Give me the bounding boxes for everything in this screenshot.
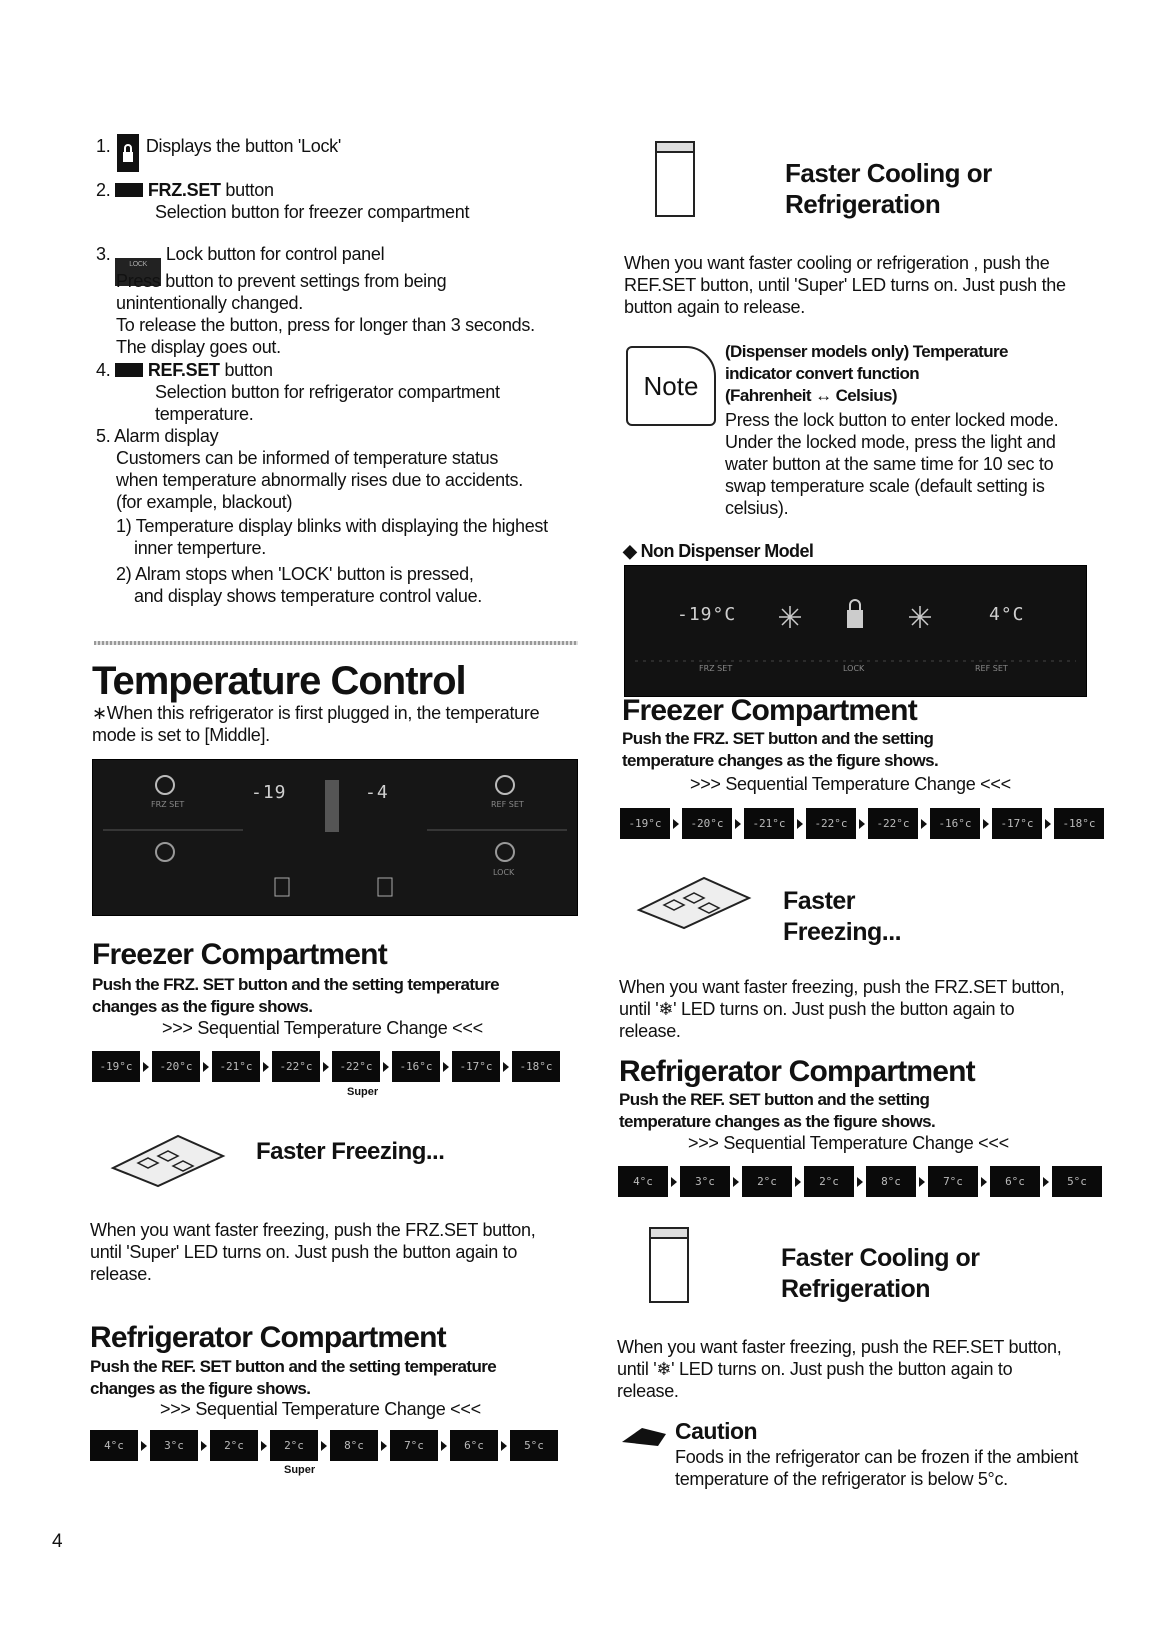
seq-cell: -18°c <box>1054 808 1104 839</box>
dispenser-control-panel <box>92 759 578 916</box>
ref-set-tag: REF SET <box>491 800 524 809</box>
item-3-text: Lock button for control panel <box>165 244 385 264</box>
panel-freezer-display: -19 <box>251 782 287 803</box>
caution-line-1: Foods in the refrigerator can be frozen if the ambient <box>675 1447 1079 1467</box>
non-dispenser-panel-graphic <box>625 566 1086 696</box>
freezer-compartment-title-2: Freezer Compartment <box>622 694 917 727</box>
freezer-compartment-title: Freezer Compartment <box>92 938 387 971</box>
seq-cell: -16°c <box>392 1051 440 1082</box>
seq-arrow-icon <box>143 1062 149 1072</box>
item-4-text: button <box>219 360 273 380</box>
fridge-push-line-1: Push the REF. SET button and the setting temperature <box>90 1357 497 1376</box>
frz-set-tag: FRZ SET <box>699 664 733 673</box>
freezer-push-line-2: changes as the figure shows. <box>92 997 313 1016</box>
item-3-line-3: To release the button, press for longer than 3 seconds. <box>116 315 535 335</box>
seq-arrow-icon <box>503 1062 509 1072</box>
ice-tray-icon <box>634 870 754 932</box>
seq-arrow-icon <box>797 819 803 829</box>
item-5-line-1: Customers can be informed of temperature status <box>116 448 499 468</box>
fridge2-push-line-1: Push the REF. SET button and the setting <box>619 1090 930 1109</box>
seq-arrow-icon <box>859 819 865 829</box>
temp-note-line-1: ∗When this refrigerator is first plugged in, the temperature <box>92 703 540 723</box>
seq-cell: 5°c <box>1052 1166 1102 1197</box>
seq-arrow-icon <box>201 1441 207 1451</box>
item-2-number: 2. <box>96 180 111 200</box>
item-2 <box>96 179 274 201</box>
seq-cell: -17°c <box>452 1051 500 1082</box>
item-5-number: 5. <box>96 426 111 446</box>
freezer2-seq-label: >>> Sequential Temperature Change <<< <box>690 774 1011 794</box>
item-3-number: 3. <box>96 244 111 264</box>
faster-freezing-title-2b: Freezing... <box>783 918 902 946</box>
freezer2-sequence-strip <box>620 808 1104 839</box>
seq-arrow-icon <box>263 1062 269 1072</box>
item-3-line-1: Press button to prevent settings from being <box>116 271 447 291</box>
item-1-number: 1. <box>96 136 111 156</box>
seq-cell: 5°c <box>510 1430 558 1461</box>
refrigerator-compartment-title: Refrigerator Compartment <box>90 1321 446 1354</box>
freezer-super-label: Super <box>347 1086 379 1098</box>
seq-cell: -20°c <box>682 808 732 839</box>
seq-arrow-icon <box>381 1441 387 1451</box>
item-3-line-2: unintentionally changed. <box>116 293 303 313</box>
section-divider <box>94 641 578 645</box>
seq-arrow-icon <box>673 819 679 829</box>
temp-note-line-2: mode is set to [Middle]. <box>92 725 270 745</box>
lock-button-icon: LOCK <box>115 258 161 286</box>
freezer-desc-line-1: When you want faster freezing, push the FRZ.SET button, <box>90 1220 536 1240</box>
cooling2-desc-line-3: release. <box>617 1381 679 1401</box>
seq-cell: -22°c <box>272 1051 320 1082</box>
temperature-control-title: Temperature Control <box>92 659 466 703</box>
seq-arrow-icon <box>981 1177 987 1187</box>
fridge2-sequence-strip <box>618 1166 1102 1197</box>
freezer-desc-line-2: until 'Super' LED turns on. Just push the button again to <box>90 1242 518 1262</box>
lock-tag: LOCK <box>493 868 515 877</box>
fridge2-seq-label: >>> Sequential Temperature Change <<< <box>688 1133 1009 1153</box>
item-4 <box>96 359 273 381</box>
cooling-desc-line-3: button again to release. <box>624 297 805 317</box>
seq-cell: 2°c <box>270 1430 318 1461</box>
seq-arrow-icon <box>919 1177 925 1187</box>
faster-freezing-title-2a: Faster <box>783 887 856 915</box>
note-body-line-1: Press the lock button to enter locked mode. <box>725 410 1059 430</box>
seq-cell: 2°c <box>804 1166 854 1197</box>
seq-cell: -17°c <box>992 808 1042 839</box>
seq-arrow-icon <box>1045 819 1051 829</box>
lock-tag: LOCK <box>843 664 865 673</box>
note-body-line-2: Under the locked mode, press the light and <box>725 432 1056 452</box>
seq-cell: 3°c <box>680 1166 730 1197</box>
seq-arrow-icon <box>441 1441 447 1451</box>
non-dispenser-control-panel <box>624 565 1087 697</box>
cooling2-desc-line-1: When you want faster freezing, push the REF.SET button, <box>617 1337 1062 1357</box>
item-5-sub2-line-2: and display shows temperature control value. <box>134 586 482 606</box>
refrigerator-compartment-title-2: Refrigerator Compartment <box>619 1055 975 1088</box>
seq-arrow-icon <box>443 1062 449 1072</box>
seq-cell: 7°c <box>928 1166 978 1197</box>
caution-line-2: temperature of the refrigerator is below 5°c. <box>675 1469 1008 1489</box>
cooling2-desc-line-2: until '❄' LED turns on. Just push the button again to <box>617 1359 1013 1379</box>
ref-set-tag: REF SET <box>975 664 1008 673</box>
page-number: 4 <box>52 1531 63 1552</box>
seq-cell: 7°c <box>390 1430 438 1461</box>
fridge-push-line-2: changes as the figure shows. <box>90 1379 311 1398</box>
seq-arrow-icon <box>921 819 927 829</box>
seq-cell: -21°c <box>212 1051 260 1082</box>
caution-hand-icon <box>618 1420 670 1450</box>
faster-cooling-title-2: Refrigeration <box>785 189 941 219</box>
caution-title: Caution <box>675 1418 758 1444</box>
seq-cell: 6°c <box>990 1166 1040 1197</box>
seq-arrow-icon <box>857 1177 863 1187</box>
item-1 <box>96 134 341 172</box>
item-5-sub2-line-1: 2) Alram stops when 'LOCK' button is pressed, <box>116 564 474 584</box>
fridge-bottle-icon <box>646 1224 692 1306</box>
note-body-line-5: celsius). <box>725 498 789 518</box>
freezer-push-line-1: Push the FRZ. SET button and the setting temperature <box>92 975 500 994</box>
seq-cell: -22°c <box>332 1051 380 1082</box>
cooling-desc-line-1: When you want faster cooling or refrigeration , push the <box>624 253 1050 273</box>
item-5-sub1-line-1: 1) Temperature display blinks with displaying the highest <box>116 516 548 536</box>
freezer2-desc-line-1: When you want faster freezing, push the FRZ.SET button, <box>619 977 1065 997</box>
item-1-text: Displays the button 'Lock' <box>145 136 342 156</box>
seq-cell: 2°c <box>210 1430 258 1461</box>
seq-arrow-icon <box>795 1177 801 1187</box>
item-4-line-1: Selection button for refrigerator compartment <box>155 382 500 402</box>
non-dispenser-heading: ◆ Non Dispenser Model <box>623 541 814 561</box>
freezer-desc-line-3: release. <box>90 1264 152 1284</box>
button-marker-icon <box>115 183 143 197</box>
seq-arrow-icon <box>501 1441 507 1451</box>
seq-cell: 2°c <box>742 1166 792 1197</box>
seq-cell: 4°c <box>618 1166 668 1197</box>
note-head-line-1: (Dispenser models only) Temperature <box>725 342 1008 361</box>
panel-fridge-display: -4 <box>365 782 389 803</box>
seq-cell: 4°c <box>90 1430 138 1461</box>
item-2-text: button <box>220 180 274 200</box>
dispenser-panel-graphic <box>93 760 577 915</box>
seq-cell: -19°c <box>620 808 670 839</box>
button-marker-icon <box>115 363 143 377</box>
seq-arrow-icon <box>983 819 989 829</box>
cooling-desc-line-2: REF.SET button, until 'Super' LED turns on. Just push the <box>624 275 1066 295</box>
seq-cell: -16°c <box>930 808 980 839</box>
seq-cell: -18°c <box>512 1051 560 1082</box>
panel2-fridge-display: 4°C <box>989 604 1025 625</box>
note-body-line-4: swap temperature scale (default setting is <box>725 476 1045 496</box>
item-5-line-2: when temperature abnormally rises due to accidents. <box>116 470 523 490</box>
item-5-text: Alarm display <box>114 426 219 446</box>
seq-arrow-icon <box>261 1441 267 1451</box>
seq-cell: 8°c <box>330 1430 378 1461</box>
ice-tray-icon <box>108 1128 228 1188</box>
seq-cell: -20°c <box>152 1051 200 1082</box>
panel2-freezer-display: -19°C <box>677 604 737 625</box>
item-4-line-2: temperature. <box>155 404 254 424</box>
faster-cooling2-title-1: Faster Cooling or <box>781 1244 980 1272</box>
fridge-bottle-icon <box>652 138 698 220</box>
fridge-super-label: Super <box>284 1464 316 1476</box>
frz-set-label: FRZ.SET <box>147 180 221 200</box>
item-4-number: 4. <box>96 360 111 380</box>
freezer2-desc-line-3: release. <box>619 1021 681 1041</box>
fridge-seq-label: >>> Sequential Temperature Change <<< <box>160 1399 481 1419</box>
seq-cell: -21°c <box>744 808 794 839</box>
seq-arrow-icon <box>1043 1177 1049 1187</box>
item-5-line-3: (for example, blackout) <box>116 492 293 512</box>
freezer2-push-line-2: temperature changes as the figure shows. <box>622 751 939 770</box>
seq-arrow-icon <box>733 1177 739 1187</box>
seq-arrow-icon <box>323 1062 329 1072</box>
faster-freezing-title: Faster Freezing... <box>256 1138 445 1165</box>
seq-cell: 6°c <box>450 1430 498 1461</box>
fridge2-push-line-2: temperature changes as the figure shows. <box>619 1112 936 1131</box>
seq-arrow-icon <box>671 1177 677 1187</box>
seq-arrow-icon <box>735 819 741 829</box>
seq-arrow-icon <box>383 1062 389 1072</box>
note-body-line-3: water button at the same time for 10 sec to <box>725 454 1054 474</box>
freezer2-desc-line-2: until '❄' LED turns on. Just push the button again to <box>619 999 1015 1019</box>
note-head-line-2: indicator convert function <box>725 364 920 383</box>
seq-cell: -22°c <box>806 808 856 839</box>
freezer2-push-line-1: Push the FRZ. SET button and the setting <box>622 729 934 748</box>
lock-icon <box>117 134 139 172</box>
item-2-sub: Selection button for freezer compartment <box>155 202 470 222</box>
seq-cell: -22°c <box>868 808 918 839</box>
seq-arrow-icon <box>203 1062 209 1072</box>
faster-cooling-title-1: Faster Cooling or <box>785 158 992 188</box>
ref-set-label: REF.SET <box>147 360 220 380</box>
seq-cell: -19°c <box>92 1051 140 1082</box>
seq-cell: 8°c <box>866 1166 916 1197</box>
fridge-sequence-strip <box>90 1430 558 1461</box>
item-5 <box>96 425 218 447</box>
seq-cell: 3°c <box>150 1430 198 1461</box>
seq-arrow-icon <box>321 1441 327 1451</box>
freezer-seq-label: >>> Sequential Temperature Change <<< <box>162 1018 483 1038</box>
note-icon: Note <box>626 346 716 426</box>
item-5-sub1-line-2: inner temperture. <box>134 538 266 558</box>
seq-arrow-icon <box>141 1441 147 1451</box>
frz-set-tag: FRZ SET <box>151 800 185 809</box>
note-head-line-3: (Fahrenheit ↔ Celsius) <box>725 386 897 405</box>
faster-cooling2-title-2: Refrigeration <box>781 1275 931 1303</box>
item-3-line-4: The display goes out. <box>116 337 281 357</box>
freezer-sequence-strip <box>92 1051 560 1082</box>
